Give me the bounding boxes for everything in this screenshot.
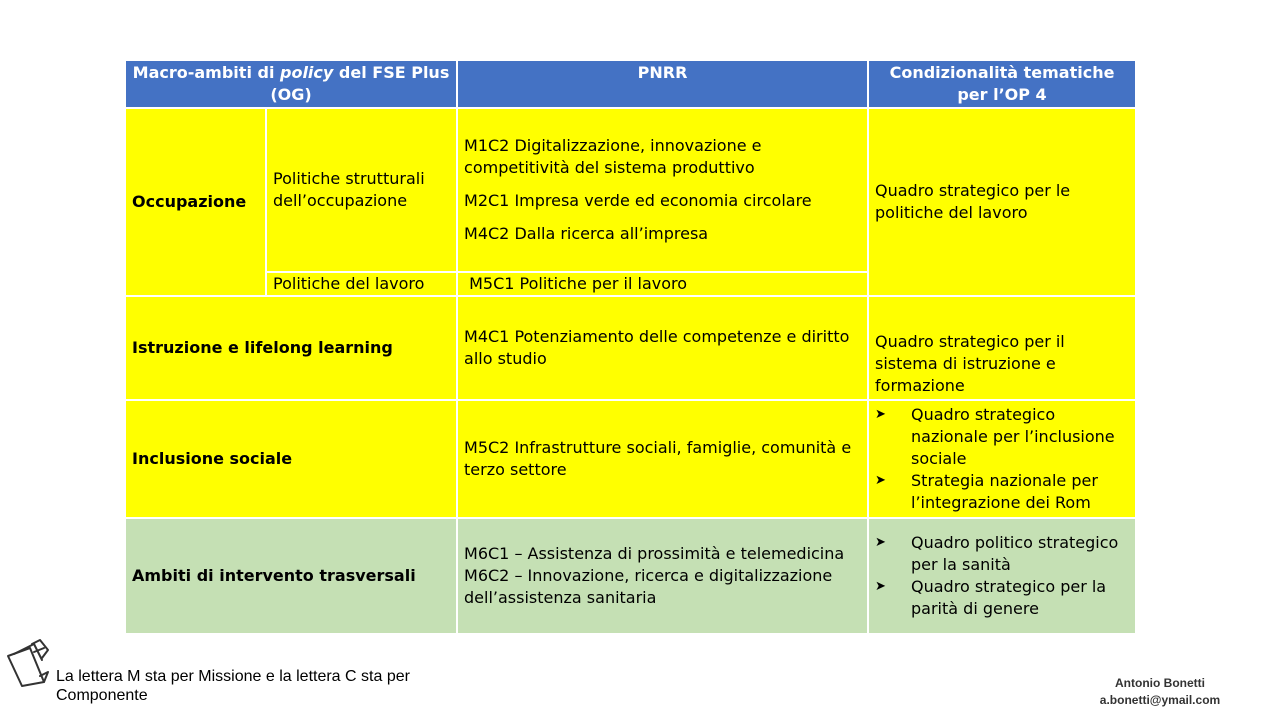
sub-politiche-strutturali: Politiche strutturali dell’occupazione	[266, 108, 457, 272]
cond-inclusione-1: Quadro strategico nazionale per l’inclusione sociale	[911, 405, 1115, 468]
author-email: a.bonetti@ymail.com	[1099, 693, 1221, 707]
list-item	[875, 532, 1129, 576]
pnrr-m4c1: M4C1 Potenziamento delle competenze e diritto allo studio	[457, 296, 868, 400]
policy-table	[124, 59, 1137, 635]
pnrr-m6c2: M6C2 – Innovazione, ricerca e digitalizzazione dell’assistenza sanitaria	[464, 566, 833, 607]
arrowhead-bullet-icon: ➤	[875, 473, 886, 488]
header-condizionalita: Condizionalità tematiche per l’OP 4	[868, 60, 1136, 108]
macro-istruzione: Istruzione e lifelong learning	[125, 296, 457, 400]
header-macro-prefix: Macro-ambiti di	[132, 63, 280, 82]
header-macro-emph: policy	[280, 63, 334, 82]
arrowhead-bullet-icon: ➤	[875, 407, 886, 422]
macro-trasversali: Ambiti di intervento trasversali	[125, 518, 457, 634]
pnrr-m6c1: M6C1 – Assistenza di prossimità e telemedicina	[464, 544, 845, 563]
arrowhead-bullet-icon: ➤	[875, 579, 886, 594]
row-istruzione	[125, 296, 1136, 400]
arrowhead-bullet-icon: ➤	[875, 535, 886, 550]
cond-istruzione	[868, 296, 1136, 400]
author-name: Antonio Bonetti	[1115, 676, 1205, 690]
list-item	[875, 470, 1129, 514]
row-occupazione-1	[125, 108, 1136, 272]
macro-occupazione: Occupazione	[125, 108, 266, 296]
list-item	[875, 404, 1129, 470]
pnrr-occupazione	[457, 108, 868, 272]
cond-trasversali-1: Quadro politico strategico per la sanità	[911, 533, 1119, 574]
cond-inclusione-2: Strategia nazionale per l’integrazione dei Rom	[911, 471, 1098, 512]
footnote: La lettera M sta per Missione e la lettera C sta per Componente	[56, 668, 410, 704]
author-block	[1060, 675, 1260, 709]
header-macro-suffix: del FSE Plus (OG)	[270, 63, 450, 104]
pnrr-m4c2: M4C2 Dalla ricerca all’impresa	[464, 224, 709, 243]
pnrr-m5c1-text: M5C1 Politiche per il lavoro	[469, 274, 688, 293]
sticky-note-icon	[4, 638, 52, 688]
header-pnrr: PNRR	[457, 60, 868, 108]
row-trasversali	[125, 518, 1136, 634]
cond-inclusione	[868, 400, 1136, 518]
row-inclusione	[125, 400, 1136, 518]
pnrr-m6	[457, 518, 868, 634]
macro-inclusione: Inclusione sociale	[125, 400, 457, 518]
cond-occupazione: Quadro strategico per le politiche del lavoro	[868, 108, 1136, 296]
header-row	[125, 60, 1136, 108]
sub-politiche-lavoro: Politiche del lavoro	[266, 272, 457, 296]
pnrr-m2c1: M2C1 Impresa verde ed economia circolare	[464, 191, 812, 210]
header-macro-ambiti	[125, 60, 457, 108]
pnrr-m1c2: M1C2 Digitalizzazione, innovazione e competitività del sistema produttivo	[464, 136, 762, 177]
list-item	[875, 576, 1129, 620]
pnrr-m5c2: M5C2 Infrastrutture sociali, famiglie, comunità e terzo settore	[457, 400, 868, 518]
pnrr-m5c1	[457, 272, 868, 296]
cond-trasversali-list	[875, 532, 1129, 620]
cond-inclusione-list	[875, 404, 1129, 514]
cond-trasversali	[868, 518, 1136, 634]
cond-istruzione-text: Quadro strategico per il sistema di istruzione e formazione	[875, 332, 1065, 395]
cond-trasversali-2: Quadro strategico per la parità di genere	[911, 577, 1107, 618]
